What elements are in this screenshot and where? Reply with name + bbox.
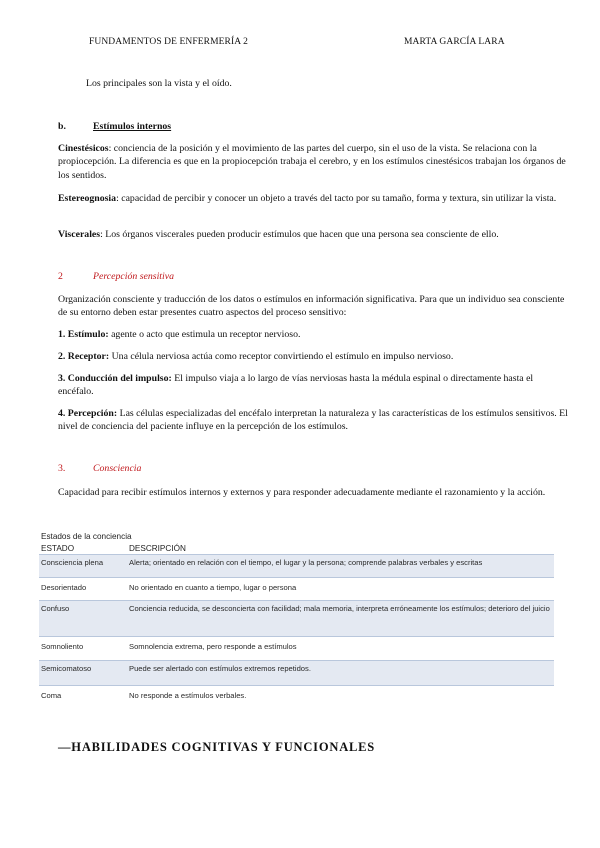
term-estereognosia: Estereognosia (58, 193, 117, 204)
step-estimulo (58, 328, 570, 341)
cell-descripcion: Alerta; orientado en relación con el tiempo, el lugar y la persona; comprende palabras verbales y escritas (129, 558, 483, 567)
step-receptor (58, 350, 570, 363)
step-conduccion-text: El impulso viaja a lo largo de vías nerviosas hasta la médula espinal o directamente hasta el encéfalo. (58, 373, 534, 398)
column-header-estado: ESTADO (41, 544, 75, 553)
text-estereognosia: : capacidad de percibir y conocer un objeto a través del tacto por su tamaño, forma y textura, sin utilizar la vista. (116, 193, 557, 204)
paragraph-viscerales (58, 228, 570, 241)
step-receptor-text: Una célula nerviosa actúa como receptor convirtiendo el estímulo en impulso nervioso. (109, 351, 454, 362)
cell-estado: Consciencia plena (41, 558, 104, 567)
step-estimulo-label: 1. Estímulo: (58, 329, 109, 340)
term-cinestesicos: Cinestésicos (58, 143, 109, 154)
table-row (39, 661, 554, 686)
section-2-title: Percepción sensitiva (93, 271, 174, 282)
section-2-number: 2 (58, 271, 63, 282)
cell-estado: Coma (41, 691, 62, 700)
section-3-title: Consciencia (93, 463, 142, 474)
cell-descripcion: No orientado en cuanto a tiempo, lugar o persona (129, 583, 297, 592)
cell-estado: Somnoliento (41, 642, 84, 651)
step-percepcion (58, 407, 570, 434)
heading-habilidades: —HABILIDADES COGNITIVAS Y FUNCIONALES (58, 740, 376, 754)
column-header-descripcion: DESCRIPCIÓN (129, 544, 186, 553)
term-viscerales: Viscerales (58, 229, 101, 240)
table-row (39, 555, 554, 578)
step-conduccion-label: 3. Conducción del impulso: (58, 373, 172, 384)
section-3-number: 3. (58, 463, 66, 474)
section-2-intro: Organización consciente y traducción de los datos o estímulos en información significativa. Para que un individuo sea consciente de su entorno deben estar presentes cuatro aspectos del proceso sensitivo: (58, 294, 565, 319)
table-caption: Estados de la conciencia (41, 532, 132, 541)
consciousness-states-table (39, 531, 554, 700)
table-header-row (39, 543, 554, 555)
table-row (39, 686, 554, 700)
cell-descripcion: Conciencia reducida, se desconcierta con facilidad; mala memoria, interpreta erróneamente los estímulos; deterioro del juicio (129, 604, 550, 613)
step-estimulo-text: agente o acto que estimula un receptor nervioso. (108, 329, 301, 340)
text-viscerales: : Los órganos viscerales pueden producir estímulos que hacen que una persona sea consciente de ello. (100, 229, 499, 240)
section-b-title: Estímulos internos (93, 121, 172, 132)
step-receptor-label: 2. Receptor: (58, 351, 110, 362)
step-percepcion-label: 4. Percepción: (58, 408, 118, 419)
section-b-letter: b. (58, 121, 66, 132)
cell-estado: Desorientado (41, 583, 87, 592)
step-percepcion-text: Las células especializadas del encéfalo interpretan la naturaleza y las características de los estímulos sensitivos. El nivel de conciencia del paciente influye en la percepción de los estímulos. (58, 408, 568, 433)
table-row (39, 601, 554, 637)
header-course-title: FUNDAMENTOS DE ENFERMERÍA 2 (89, 37, 249, 47)
cell-descripcion: Somnolencia extrema, pero responde a estímulos (129, 642, 297, 651)
table-row (39, 637, 554, 661)
cell-descripcion: Puede ser alertado con estímulos extremos repetidos. (129, 664, 311, 673)
cell-descripcion: No responde a estímulos verbales. (129, 691, 247, 700)
paragraph-estereognosia (58, 192, 570, 205)
cell-estado: Semicomatoso (41, 664, 92, 673)
intro-paragraph: Los principales son la vista y el oído. (86, 78, 232, 89)
paragraph-cinestesicos (58, 142, 570, 182)
header-author: MARTA GARCÍA LARA (404, 37, 505, 47)
text-cinestesicos: : conciencia de la posición y el movimiento de las partes del cuerpo, sin el uso de la vista. Se relaciona con la propiocepción. La diferencia es que en la propiocepción trabaja el cerebro, y en los estímulos cinestésicos trabajan los órganos de los sentidos. (58, 143, 566, 181)
table-row (39, 578, 554, 601)
cell-estado: Confuso (41, 604, 70, 613)
section-3-text: Capacidad para recibir estímulos internos y externos y para responder adecuadamente mediante el razonamiento y la acción. (58, 487, 546, 498)
step-conduccion (58, 372, 570, 399)
